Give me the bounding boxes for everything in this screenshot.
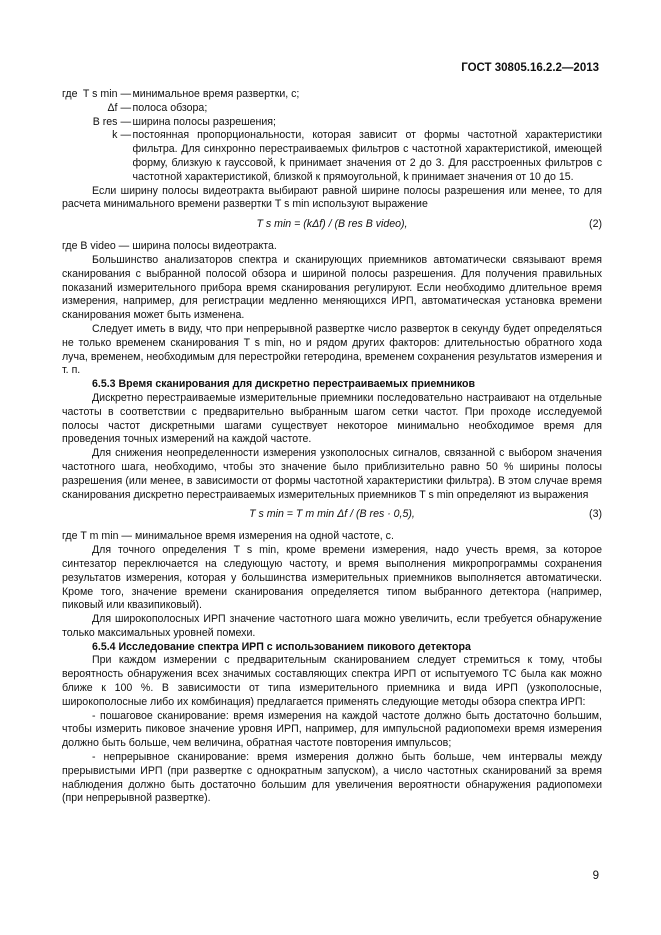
formula-expression: T s min = T m min Δf / (B res · 0,5),: [249, 508, 415, 521]
definition-symbol: B res: [92, 115, 118, 128]
definition-text: ширина полосы разрешения;: [132, 115, 276, 128]
paragraph: Большинство анализаторов спектра и сканирующих приемников автоматически связывают время сканирования с выбранной полосой обзора и шириной полосы разрешения. Для получения правильных показаний измерительного прибора время сканирования регулируют. Если необходимо длительное время измерения, например, для регистрации медленно меняющихся ИРП, автоматическая установка времени сканирования может быть изменена.: [62, 253, 602, 322]
definition-dash: —: [120, 101, 132, 114]
definitions-list: [62, 88, 602, 185]
paragraph: Для снижения неопределенности измерения узкополосных сигналов, связанной с выбором значения частотного шага, необходимо, чтобы это значение было приблизительно равно 50 % ширины полосы разрешения (или менее, в зависимости от формы частотной характеристики фильтра). В этом случае время сканирования дискретно перестраиваемых измерительных приемников T s min определяют из выражения: [62, 447, 602, 501]
section-heading: 6.5.4 Исследование спектра ИРП с использованием пикового детектора: [92, 640, 471, 653]
paragraph: Дискретно перестраиваемые измерительные приемники последовательно настраивают на отдельные частоты в соответствии с предварительно выбранным шагом сетки частот. При проходе исследуемой полосы частот дискретными шагами существует некоторое минимально необходимое время для проведения точных измерений на каждой частоте.: [62, 391, 602, 446]
definition-dash: —: [120, 88, 132, 100]
definition-row: [62, 102, 602, 116]
paragraph: где B video — ширина полосы видеотракта.: [62, 240, 277, 253]
paragraph: Следует иметь в виду, что при непрерывной развертке число разверток в секунду будет определяться не только временем сканирования T s min, но и рядом других факторов: длительностью обратного хода луча, временем, необходимым для перестройки гетеродина, временем сохранения результатов измерения и т. п.: [62, 322, 602, 377]
paragraph: где T m min — минимальное время измерения на одной частоте, с.: [62, 530, 394, 543]
definition-prefix: [62, 102, 77, 116]
paragraph: Для широкополосных ИРП значение частотного шага можно увеличить, если требуется обнаружение только максимальных уровней помехи.: [62, 613, 602, 639]
definition-dash: —: [120, 129, 132, 142]
standard-header: ГОСТ 30805.16.2.2—2013: [461, 62, 599, 74]
paragraph: Для точного определения T s min, кроме времени измерения, надо учесть время, за которое синтезатор переключается на следующую частоту, и время выполнения микропрограммы сохранения результатов измерения, которая у большинства измерительных приемников выполняется автоматически. Кроме того, значение времени сканирования определяется типом выбранного детектора (например, пиковый или квазипиковый).: [62, 544, 602, 612]
definition-row: [62, 116, 602, 130]
definition-text: минимальное время развертки, с;: [132, 88, 300, 100]
formula-number: (2): [589, 218, 602, 231]
definition-prefix: [62, 129, 77, 184]
formula-3: [62, 502, 602, 530]
paragraph: - непрерывное сканирование: время измерения должно быть больше, чем интервалы между прерывистыми ИРП (при развертке с однократным запуском), а число частотных сканирований за время наблюдения должно быть достаточно большим для увеличения вероятности обнаружения радиопомехи (при непрерывной развертке).: [62, 751, 602, 805]
definition-row: [62, 129, 602, 184]
definition-symbol: Δf: [107, 101, 118, 114]
definition-text: постоянная пропорциональности, которая зависит от формы частотной характеристики фильтра. Для синхронно перестраиваемых фильтров с частотной характеристикой, имеющей форму, близкую к гауссовой, k принимает значения от 2 до 3. Для расстроенных фильтров с частотной характеристикой, близкой к прямоугольной, k принимает значения от 10 до 15.: [132, 129, 602, 183]
paragraph: - пошаговое сканирование: время измерения на каждой частоте должно быть достаточно большим, чтобы измерить пиковое значение уровня ИРП, например, для импульсной радиопомехи время измерения должно быть больше, чем величина, обратная частоте повторения импульсов;: [62, 709, 602, 750]
definition-text: полоса обзора;: [132, 101, 208, 114]
definition-row: [62, 88, 602, 102]
definition-symbol: T s min: [82, 88, 118, 100]
formula-expression: T s min = (kΔf) / (B res B video),: [256, 218, 408, 231]
definition-symbol: k: [112, 129, 118, 142]
definition-dash: —: [120, 115, 132, 128]
paragraph: Если ширину полосы видеотракта выбирают равной ширине полосы разрешения или менее, то для расчета минимального времени развертки T s min используют выражение: [62, 184, 602, 211]
formula-2: [62, 212, 602, 240]
paragraph: При каждом измерении с предварительным сканированием следует стремиться к тому, чтобы вероятность обнаружения всех значимых составляющих спектра ИРП от испытуемого ТС была как можно ближе к 100 %. В зависимости от типа измерительного приемника и вида ИРП (узкополосные, широкополосные либо их комбинация) предлагается применять следующие методы обзора спектра ИРП:: [62, 654, 602, 708]
section-heading: 6.5.3 Время сканирования для дискретно перестраиваемых приемников: [92, 378, 476, 391]
formula-number: (3): [589, 508, 602, 521]
definition-prefix: [62, 116, 77, 130]
page-body: [62, 88, 602, 806]
page-number: 9: [592, 870, 599, 882]
definition-prefix: где: [62, 88, 78, 100]
